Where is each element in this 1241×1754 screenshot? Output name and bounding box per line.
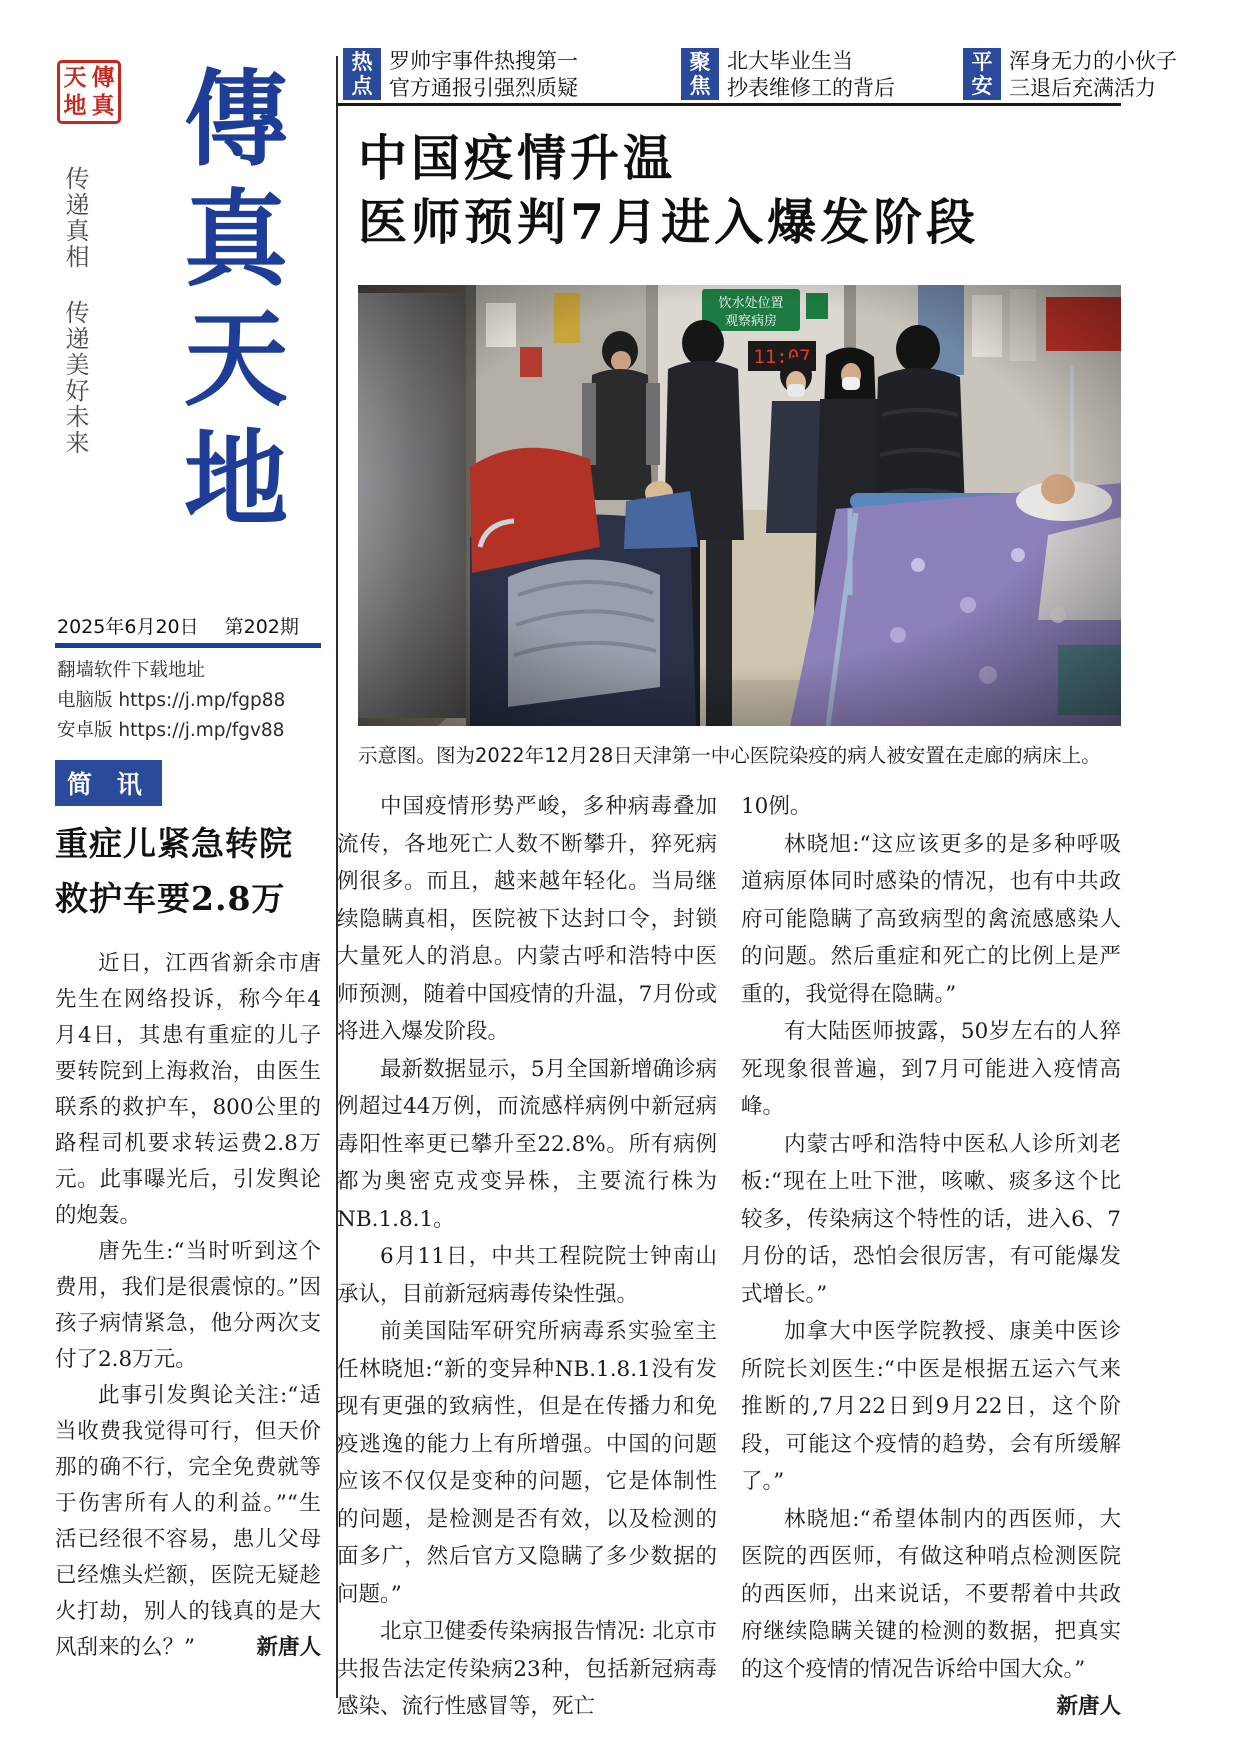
download-heading: 翻墙软件下载地址 [57,660,206,681]
article-column-1 [337,788,717,1726]
issue-date: 2025年6月20日 [57,616,199,638]
seal-char: 傳 [91,64,115,91]
paragraph: 此事引发舆论关注:“适当收费我觉得可行，但天价那的确不行，完全免费就等于伤害所有人的利益。”“生活已经很不容易，患儿父母已经燋头烂额，医院无疑趁火打劫，别人的钱真的是大风刮来的么？” 新唐人 [55,1378,321,1666]
teaser-tag: 热点 [343,48,381,100]
teaser-line: 浑身无力的小伙子 [1009,49,1177,73]
byline: 新唐人 [1056,1694,1121,1719]
issue-line [57,612,299,639]
photo-illustration [358,285,1121,726]
download-link-pc: 电脑版 https://j.mp/fgp88 [57,690,286,711]
paragraph: 前美国陆军研究所病毒系实验室主任林晓旭:“新的变异种NB.1.8.1没有发现有更强的致病性，但是在传播力和免疫逃逸的能力上有所增强。中国的问题应该不仅仅是变种的问题，它是体制性的问题，是检测是否有效，以及检测的面多广，然后官方又隐瞒了多少数据的问题。” [337,1319,717,1607]
teaser-item-focus [681,48,895,102]
paragraph: 6月11日，中共工程院院士钟南山承认，目前新冠病毒传染性强。 [337,1244,717,1307]
brief-article-body [55,946,321,1666]
paragraph: 10例。 [741,794,812,819]
download-info [57,656,285,746]
main-article-headline: 中国疫情升温 医师预判7月进入爆发阶段 [358,129,980,251]
paragraph: 中国疫情形势严峻，多种病毒叠加流传，各地死亡人数不断攀升，猝死病例很多。而且，越来越年轻化。当局继续隐瞒真相，医院被下达封口令，封锁大量死人的消息。内蒙古呼和浩特中医师预测，随着中国疫情的升温，7月份或将进入爆发阶段。 [337,794,717,1044]
paragraph: 有大陆医师披露，50岁左右的人猝死现象很普遍，到7月可能进入疫情高峰。 [741,1019,1121,1119]
seal-char: 天 [63,64,87,91]
paragraph: 唐先生:“当时听到这个费用，我们是很震惊的。”因孩子病情紧急，他分两次支付了2.8万元。 [55,1239,321,1372]
teaser-item-peace [963,48,1177,102]
article-photo-hospital-corridor [358,285,1121,726]
byline: 新唐人 [256,1635,321,1660]
header-rule [337,103,1121,106]
teaser-tag: 聚焦 [681,48,719,100]
newspaper-title: 傳真天地 [166,64,289,544]
paragraph: 近日，江西省新余市唐先生在网络投诉，称今年4月4日，其患有重症的儿子要转院到上海救治，由医生联系的救护车，800公里的路程司机要求转运费2.8万元。此事曝光后，引发舆论的炮轰。 [55,951,321,1228]
masthead-divider-rule [55,643,321,648]
paragraph: 最新数据显示，5月全国新增确诊病例超过44万例，而流感样病例中新冠病毒阳性率更已攀升至22.8%。所有病例都为奥密克戎变异株，主要流行株为NB.1.8.1。 [337,1056,717,1232]
section-badge-brief-news: 简 讯 [55,760,162,806]
paragraph: 林晓旭:“这应该更多的是多种呼吸道病原体同时感染的情况，也有中共政府可能隐瞒了高致病型的禽流感感染人的问题。然后重症和死亡的比例上是严重的，我觉得在隐瞒。” [741,831,1121,1007]
teaser-item-hotspot [343,48,578,102]
issue-number: 第202期 [224,616,299,638]
photo-caption: 示意图。图为2022年12月28日天津第一中心医院染疫的病人被安置在走廊的病床上。 [358,744,1101,767]
paragraph: 北京卫健委传染病报告情况: 北京市共报告法定传染病23种，包括新冠病毒感染、流行性感冒等，死亡 [337,1619,717,1719]
teaser-line: 北大毕业生当 [727,49,853,73]
teaser-line: 罗帅宇事件热搜第一 [389,49,578,73]
teaser-tag: 平安 [963,48,1001,100]
article-column-2 [741,788,1121,1726]
seal-char: 真 [91,92,115,119]
masthead-seal-stamp [57,60,121,124]
download-link-android: 安卓版 https://j.mp/fgv88 [57,720,285,741]
brief-article-headline: 重症儿紧急转院 救护车要2.8万 [55,824,293,918]
teaser-line: 官方通报引强烈质疑 [389,76,578,100]
teaser-line: 三退后充满活力 [1009,76,1156,100]
seal-char: 地 [63,92,87,119]
newspaper-slogan: 传递真相 传递美好未来 [61,166,89,456]
paragraph: 林晓旭:“希望体制内的西医师，大医院的西医师，有做这种哨点检测医院的西医师，出来说话，不要帮着中共政府继续隐瞒关键的检测的数据，把真实的这个疫情的情况告诉给中国大众。” 新唐人 [741,1501,1121,1689]
teaser-line: 抄表维修工的背后 [727,76,895,100]
paragraph: 加拿大中医学院教授、康美中医诊所院长刘医生:“中医是根据五运六气来推断的,7月22日到9月22日，这个阶段，可能这个疫情的趋势，会有所缓解了。” [741,1319,1121,1494]
paragraph: 内蒙古呼和浩特中医私人诊所刘老板:“现在上吐下泄，咳嗽、痰多这个比较多，传染病这个特性的话，进入6、7月份的话，恐怕会很厉害，有可能爆发式增长。” [741,1131,1121,1307]
